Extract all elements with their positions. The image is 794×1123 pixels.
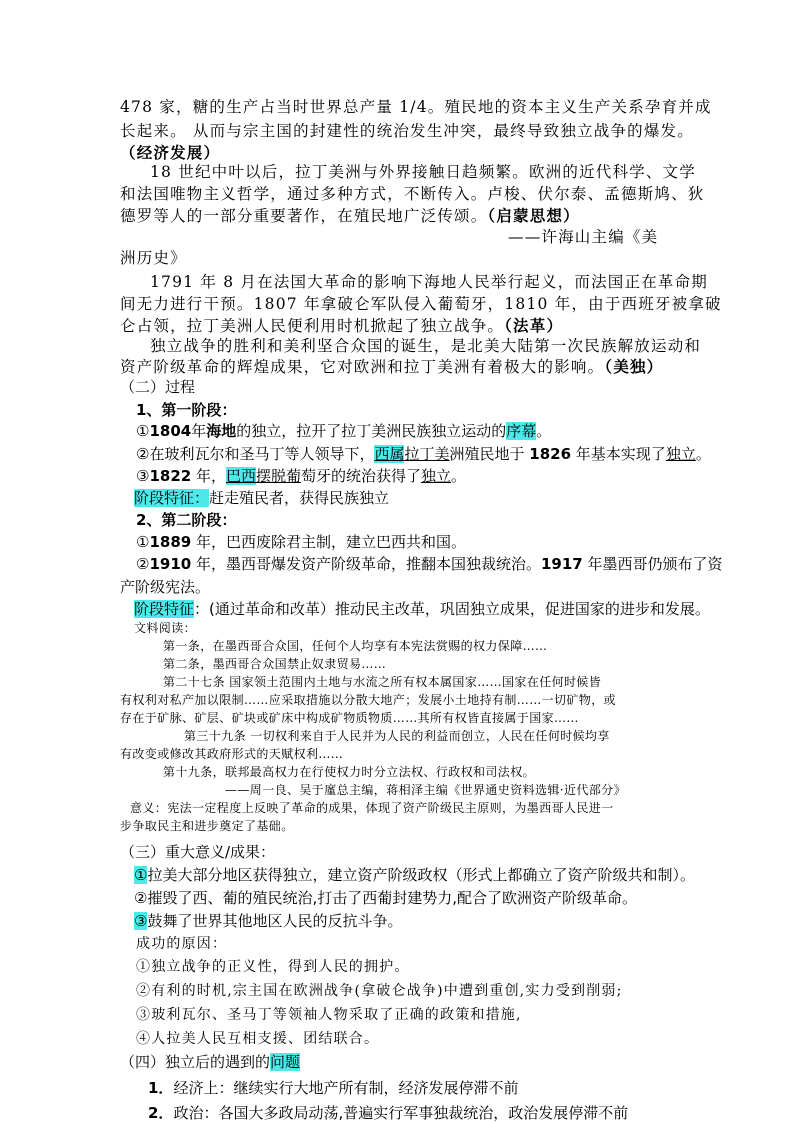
reason-1: ①独立战争的正义性，得到人民的拥护。 [136,959,410,975]
stage1-item-2: ②在玻利瓦尔和圣马丁等人领导下，西属拉丁美洲殖民地于 1826 年基本实现了独立。 [136,445,711,463]
reasons-title: 成功的原因： [136,936,228,952]
reason-2: ②有利的时机,宗主国在欧洲战争(拿破仑战争)中遭到重创,实力受到削弱; [136,983,623,999]
stage1-feature: 阶段特征：赶走殖民者，获得民族独立 [134,489,390,507]
reading-meaning-2: 步争取民主和进步奠定了基础。 [120,819,294,833]
usa-line-1: 独立战争的胜利和美利坚合众国的诞生，是北美大陆第一次民族解放运动和 [150,337,702,355]
usa-tag: （美独） [604,357,664,376]
process-heading: （二）过程 [120,378,196,396]
enlight-source-2: 洲历史》 [120,249,187,267]
enlight-line-3: 德罗等人的一部分重要著作，在殖民地广泛传颂。（启蒙思想） [120,206,580,225]
econ-line-2: 长起来。 从而与宗主国的封建性的统治发生冲突，最终导致独立战争的爆发。 [120,122,694,140]
stage2-item-2: ②1910 年，墨西哥爆发资产阶级革命，推翻本国独裁统治。1917 年墨西哥仍颁布了资 [136,555,723,573]
econ-tag: （经济发展） [120,143,221,162]
significance-item-2: ②摧毁了西、葡的殖民统治,打击了西葡封建势力,配合了欧洲资产阶级革命。 [134,889,637,907]
reason-4: ④人拉美人民互相支援、团结联合。 [136,1031,380,1047]
significance-num-3: ③ [134,912,148,930]
stage1-item-1: ①1804年海地的独立，拉开了拉丁美洲民族独立运动的序幕。 [136,422,552,440]
problem-2: 2．政治：各国大多政局动荡,普遍实行军事独裁统治，政治发展停滞不前 [148,1104,629,1122]
enlight-line-2: 和法国唯物主义哲学，通过多种方式，不断传入。卢梭、伏尔泰、孟德斯鸠、狄 [120,185,705,203]
stage2-feature-label: 阶段特征 [134,600,195,618]
significance-num-1: ① [134,866,148,884]
enlight-source-1: ——许海山主编《美 [508,228,659,246]
highlight-brazil: 巴西 [225,467,256,485]
highlight-problems: 问题 [270,1053,301,1071]
reading-line-7: 有改变或修改其政府形式的天赋权利…… [120,747,344,761]
usa-line-2: 资产阶级革命的辉煌成果，它对欧洲和拉丁美洲有着极大的影响。（美独） [120,357,664,376]
reading-meaning-1: 意义：宪法一定程度上反映了革命的成果，体现了资产阶级民主原则，为墨西哥人民进一 [130,801,614,815]
stage1-item-3: ③1822 年，巴西摆脱葡萄牙的统治获得了独立。 [136,467,467,485]
france-line-2: 间无力进行干预。1807 年拿破仑军队侵入葡萄牙，1810 年，由于西班牙被拿破 [120,295,722,313]
highlight-prelude: 序幕 [506,422,537,440]
reading-line-5: 存在于矿脉、矿层、矿块或矿床中构成矿物质物质……其所有权皆直接属于国家…… [120,711,579,725]
significance-heading: （三）重大意义/成果： [120,843,276,861]
france-line-3: 仑占领，拉丁美洲人民便利用时机掀起了独立战争。（法革） [120,316,564,335]
reading-line-4: 有权利对私产加以限制……应采取措施以分散大地产；发展小土地持有制……一切矿物，或 [120,693,617,707]
problems-heading: （四）独立后的遇到的问题 [120,1053,301,1071]
france-line-1: 1791 年 8 月在法国大革命的影响下海地人民举行起义，而法国正在革命期 [150,273,708,291]
reading-line-1: 第一条，在墨西哥合众国，任何个人均享有本宪法赏赐的权力保障…… [163,639,548,653]
reading-line-8: 第十九条，联邦最高权力在行使权力时分立法权、行政权和司法权。 [163,765,536,779]
reading-line-3: 第二十七条 国家领土范围内土地与水流之所有权本属国家……国家在任何时候皆 [163,675,602,689]
problem-1: 1．经济上：继续实行大地产所有制，经济发展停滞不前 [148,1079,519,1097]
stage1-feature-label: 阶段特征： [134,489,210,507]
significance-item-1: ①拉美大部分地区获得独立，建立资产阶级政权（形式上都确立了资产阶级共和制）。 [134,866,695,884]
reading-source: ——周一良、吴于廑总主编，蒋相泽主编《世界通史资料选辑·近代部分》 [225,783,627,797]
stage2-title: 2、第二阶段： [136,511,237,529]
reading-line-6: 第三十九条 一切权利来自于人民并为人民的利益而创立，人民在任何时候均享 [184,729,610,743]
stage2-feature: 阶段特征：(通过革命和改革）推动民主改革，巩固独立成果，促进国家的进步和发展。 [134,600,710,618]
france-tag: （法革） [504,316,564,335]
reading-line-2: 第二条，墨西哥合众国禁止奴隶贸易…… [163,657,387,671]
econ-line-1: 478 家，糖的生产占当时世界总产量 1/4。殖民地的资本主义生产关系孕育并成 [120,98,712,116]
reason-3: ③玻利瓦尔、圣马丁等领袖人物采取了正确的政策和措施, [136,1007,522,1023]
enlight-line-1: 18 世纪中叶以后，拉丁美洲与外界接触日趋频繁。欧洲的近代科学、文学 [150,163,696,181]
reading-title: 文料阅读： [134,621,197,635]
stage1-title: 1、第一阶段： [136,401,237,419]
enlight-tag: （启蒙思想） [487,206,580,225]
highlight-spanish-colonies: 西属 [374,445,405,463]
stage2-item-1: ①1889 年，巴西废除君主制，建立巴西共和国。 [136,533,466,551]
stage2-item-2-cont: 产阶级宪法。 [120,578,211,596]
significance-item-3: ③鼓舞了世界其他地区人民的反抗斗争。 [134,912,403,930]
